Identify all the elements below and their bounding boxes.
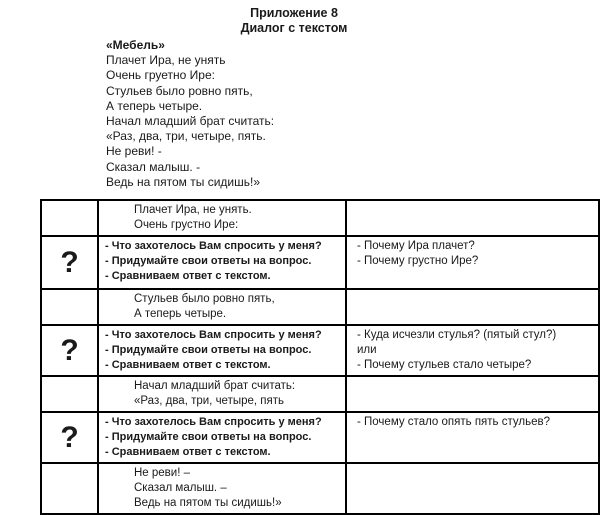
text-line: Не реви! – bbox=[134, 467, 191, 480]
poem bbox=[106, 38, 600, 190]
table-cell-empty bbox=[41, 289, 98, 325]
dialog-table bbox=[40, 199, 600, 515]
poem-line: А теперь четыре. bbox=[106, 98, 203, 113]
text-line: Ведь на пятом ты сидишь!» bbox=[134, 497, 282, 510]
table-row-question bbox=[41, 236, 599, 289]
text-line: - Почему стульев стало четыре? bbox=[357, 359, 532, 372]
table-row-quote bbox=[41, 376, 599, 412]
document-title: Диалог с текстом bbox=[240, 21, 348, 35]
poem-line: Ведь на пятом ты сидишь!» bbox=[106, 174, 261, 189]
table-cell-question-mark bbox=[41, 325, 98, 376]
text-line: - Что захотелось Вам спросить у меня? bbox=[105, 329, 322, 342]
text-line: - Куда исчезли стулья? (пятый стул?) bbox=[357, 329, 557, 342]
text-line: - Почему стало опять пять стульев? bbox=[357, 416, 550, 429]
table-cell-empty bbox=[41, 463, 98, 514]
table-cell-empty bbox=[346, 463, 599, 514]
text-line: - Придумайте свои ответы на вопрос. bbox=[105, 431, 312, 444]
table-cell-answers bbox=[346, 236, 599, 289]
poem-line: Сказал малыш. - bbox=[106, 159, 201, 174]
poem-title: «Мебель» bbox=[106, 38, 165, 52]
document-header bbox=[0, 0, 588, 36]
text-line: - Почему грустно Ире? bbox=[357, 255, 479, 268]
text-line: - Что захотелось Вам спросить у меня? bbox=[105, 416, 322, 429]
table-cell-empty bbox=[346, 376, 599, 412]
table-cell-empty bbox=[346, 200, 599, 236]
table-cell-instructions bbox=[98, 236, 346, 289]
text-line: - Сравниваем ответ с текстом. bbox=[105, 270, 271, 283]
text-line: - Придумайте свои ответы на вопрос. bbox=[105, 344, 312, 357]
table-row-quote bbox=[41, 463, 599, 514]
table-row-question bbox=[41, 325, 599, 376]
poem-line: «Раз, два, три, четыре, пять. bbox=[106, 129, 266, 144]
table-cell-empty bbox=[41, 200, 98, 236]
poem-line: Очень груетно Ире: bbox=[106, 68, 215, 83]
table-cell-empty bbox=[346, 289, 599, 325]
appendix-title: Приложение 8 bbox=[250, 6, 338, 20]
question-mark: ? bbox=[60, 420, 79, 454]
text-line: «Раз, два, три, четыре, пять bbox=[134, 395, 284, 408]
text-line: Очень грустно Ире: bbox=[134, 219, 239, 232]
table-cell-quote bbox=[98, 463, 346, 514]
table-cell-question-mark bbox=[41, 236, 98, 289]
table-cell-answers bbox=[346, 325, 599, 376]
table-row-quote bbox=[41, 200, 599, 236]
table-cell-empty bbox=[41, 376, 98, 412]
table-cell-instructions bbox=[98, 412, 346, 463]
text-line: А теперь четыре. bbox=[134, 308, 227, 321]
table-cell-answers bbox=[346, 412, 599, 463]
text-line: - Придумайте свои ответы на вопрос. bbox=[105, 255, 312, 268]
table-cell-quote bbox=[98, 376, 346, 412]
text-line: Стульев было ровно пять, bbox=[134, 293, 275, 306]
poem-line: Не реви! - bbox=[106, 144, 162, 159]
poem-line: Плачет Ира, не унять bbox=[106, 53, 226, 68]
text-line: Сказал малыш. – bbox=[134, 482, 227, 495]
text-line: - Что захотелось Вам спросить у меня? bbox=[105, 240, 322, 253]
text-line: или bbox=[357, 344, 377, 357]
text-line: - Сравниваем ответ с текстом. bbox=[105, 359, 271, 372]
poem-line: Стульев было ровно пять, bbox=[106, 83, 253, 98]
question-mark: ? bbox=[60, 245, 79, 279]
text-line: - Почему Ира плачет? bbox=[357, 240, 475, 253]
table-cell-quote bbox=[98, 289, 346, 325]
text-line: - Сравниваем ответ с текстом. bbox=[105, 446, 271, 459]
table-cell-instructions bbox=[98, 325, 346, 376]
text-line: Начал младший брат считать: bbox=[134, 380, 296, 393]
table-row-quote bbox=[41, 289, 599, 325]
question-mark: ? bbox=[60, 333, 79, 367]
poem-line: Начал младший брат считать: bbox=[106, 114, 275, 129]
text-line: Плачет Ира, не унять. bbox=[134, 204, 252, 217]
table-cell-quote bbox=[98, 200, 346, 236]
table-row-question bbox=[41, 412, 599, 463]
table-cell-question-mark bbox=[41, 412, 98, 463]
